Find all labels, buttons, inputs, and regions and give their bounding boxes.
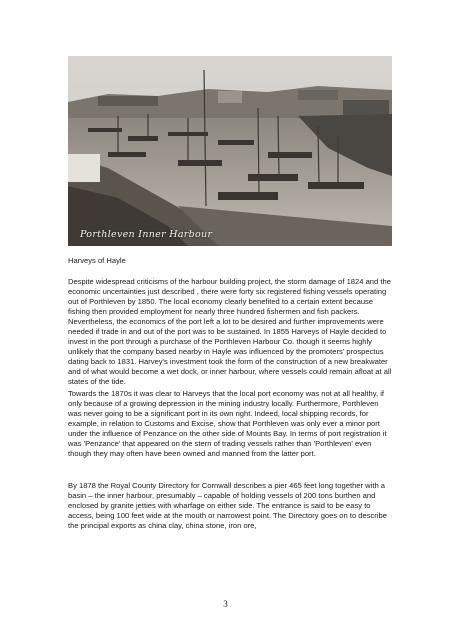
section-heading: Harveys of Hayle bbox=[68, 256, 126, 265]
paragraph-1: Despite widespread criticisms of the harbour building project, the storm damage of 1824 and the economic uncertainties just described , there were forty six registered fishing vessels operating out of Porthleven by 1850. The local economy clearly benefited to a certain extent because fishing then provided employment for nearly three hundred fishermen and fish packers. Nevertheless, the economics of the port left a lot to be desired and further improvements were needed if trade in and out of the port was to be sustained. In 1855 Harveys of Hayle decided to invest in the port through a purchase of the Porthleven Harbour Co. though it seems highly unlikely that the company based nearby in Hayle was influenced by the promoters' prospectus dating back to 1831. Harvey's investment took the form of the construction of a new breakwater and of what would become a wet dock, or inner harbour, where vessels could remain afloat at all states of the tide. bbox=[68, 277, 392, 386]
paragraph-3: By 1878 the Royal County Directory for Cornwall describes a pier 465 feet long together with a basin – the inner harbour, presumably – capable of holding vessels of 200 tons burthen and enclosed by granite jetties with wharfage on either side. The entrance is said to be easy to access, being 100 feet wide at the mouth or narrowest point. The Directory goes on to describe the principal exports as china clay, china stone, iron ore, bbox=[68, 481, 387, 530]
photo-caption: Porthleven Inner Harbour bbox=[80, 229, 213, 240]
harbour-photo-illustration bbox=[68, 56, 392, 246]
paragraph-2: Towards the 1870s it was clear to Harveys that the local port economy was not at all healthy, if only because of a growing depression in the mining industry locally. Furthermore, Porthleven was never going to be a significant port in its own right. Indeed, local shipping records, for example, in relation to Customs and Excise, show that Porthleven was only ever a minor port under the influence of Penzance on the other side of Mounts Bay. In terms of port registration it was 'Penzance' that appeared on the stern of trading vessels rather than 'Porthleven' even though they may often have been owned and manned from the latter port. bbox=[68, 389, 387, 458]
page-number: 3 bbox=[223, 599, 228, 609]
harbour-photo bbox=[68, 56, 392, 246]
